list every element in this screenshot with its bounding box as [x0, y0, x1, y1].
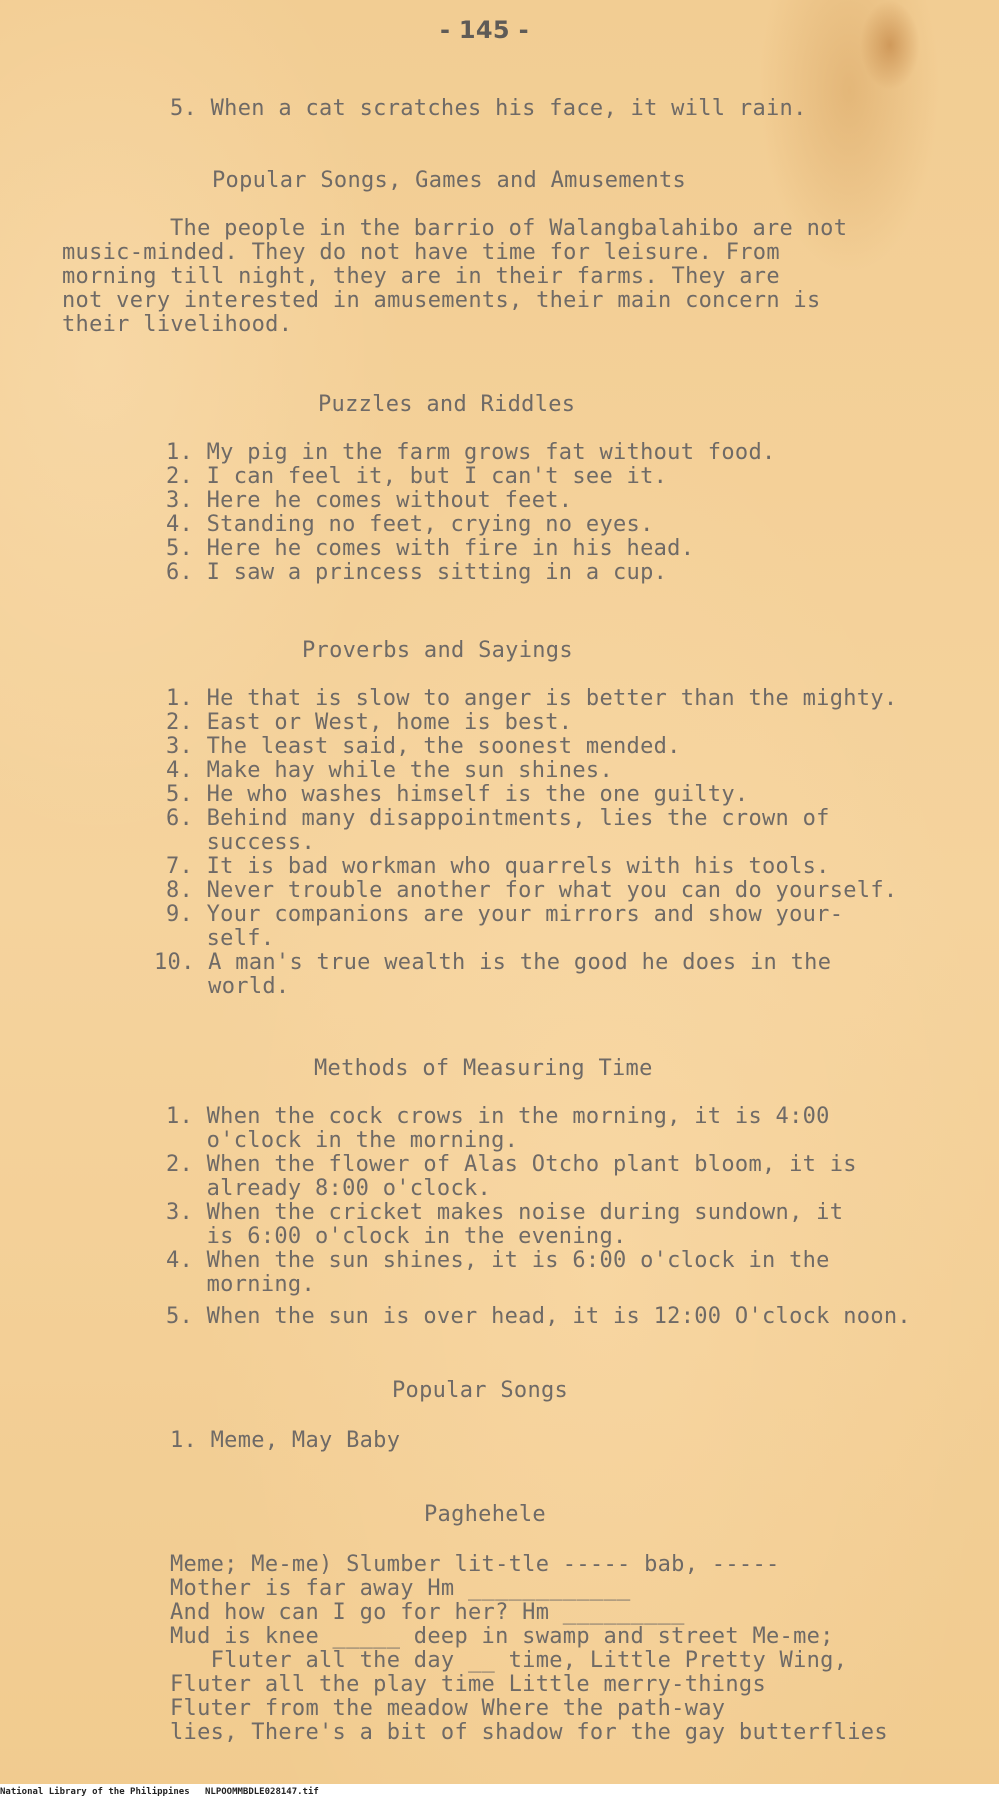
lyric-line: Mud is knee _____ deep in swamp and street Me-me;	[170, 1624, 834, 1649]
scan-footer	[0, 1784, 999, 1800]
list-item: 7. It is bad workman who quarrels with his tools.	[166, 854, 830, 879]
heading-popular-songs-games: Popular Songs, Games and Amusements	[212, 168, 687, 193]
list-item: 9. Your companions are your mirrors and show your-	[166, 902, 844, 927]
list-item: o'clock in the morning.	[166, 1128, 519, 1153]
lyric-line: Fluter all the day __ time, Little Pretty Wing,	[170, 1648, 848, 1673]
lyric-line: lies, There's a bit of shadow for the gay butterflies	[170, 1720, 888, 1745]
list-item: 6. I saw a princess sitting in a cup.	[166, 560, 668, 585]
list-item: 10. A man's true wealth is the good he does in the	[154, 950, 832, 975]
list-item: self.	[166, 926, 275, 951]
paragraph-line: not very interested in amusements, their main concern is	[62, 288, 821, 313]
list-item: 4. When the sun shines, it is 6:00 o'clock in the	[166, 1248, 830, 1273]
song-item: 1. Meme, May Baby	[170, 1428, 401, 1453]
list-item: world.	[154, 974, 290, 999]
heading-measuring-time: Methods of Measuring Time	[314, 1056, 653, 1081]
lyric-line: Mother is far away Hm ____________	[170, 1576, 631, 1601]
list-item: 5. Here he comes with fire in his head.	[166, 536, 695, 561]
lyric-line: Fluter all the play time Little merry-things	[170, 1672, 766, 1697]
lyric-line: Fluter from the meadow Where the path-way	[170, 1696, 726, 1721]
list-item: success.	[166, 830, 315, 855]
lyric-line: Meme; Me-me) Slumber lit-tle ----- bab, -----	[170, 1552, 780, 1577]
heading-proverbs-sayings: Proverbs and Sayings	[302, 638, 573, 663]
list-item: 1. He that is slow to anger is better than the mighty.	[166, 686, 898, 711]
superstition-line-5: 5. When a cat scratches his face, it will rain.	[170, 96, 807, 121]
list-item: 3. The least said, the soonest mended.	[166, 734, 681, 759]
heading-popular-songs: Popular Songs	[392, 1378, 569, 1403]
list-item: 5. When the sun is over head, it is 12:00 O'clock noon.	[166, 1304, 911, 1329]
list-item: is 6:00 o'clock in the evening.	[166, 1224, 627, 1249]
list-item: 3. Here he comes without feet.	[166, 488, 573, 513]
list-item: 2. When the flower of Alas Otcho plant bloom, it is	[166, 1152, 857, 1177]
heading-puzzles-riddles: Puzzles and Riddles	[318, 392, 576, 417]
list-item: 6. Behind many disappointments, lies the crown of	[166, 806, 830, 831]
list-item: 1. My pig in the farm grows fat without food.	[166, 440, 776, 465]
footer-library: National Library of the Philippines	[0, 1787, 190, 1797]
lyric-line: And how can I go for her? Hm _________	[170, 1600, 685, 1625]
list-item: 1. When the cock crows in the morning, it is 4:00	[166, 1104, 830, 1129]
list-item: 3. When the cricket makes noise during sundown, it	[166, 1200, 844, 1225]
list-item: morning.	[166, 1272, 315, 1297]
list-item: 2. East or West, home is best.	[166, 710, 573, 735]
list-item: 4. Standing no feet, crying no eyes.	[166, 512, 654, 537]
paragraph-line: morning till night, they are in their farms. They are	[62, 264, 780, 289]
paragraph-line: music-minded. They do not have time for leisure. From	[62, 240, 780, 265]
list-item: 5. He who washes himself is the one guilty.	[166, 782, 749, 807]
page-number: - 145 -	[440, 16, 529, 44]
heading-paghehele: Paghehele	[424, 1502, 546, 1527]
footer-file-id: NLPOOMMBDLE028147.tif	[205, 1787, 319, 1797]
list-item: 8. Never trouble another for what you can do yourself.	[166, 878, 898, 903]
list-item: 4. Make hay while the sun shines.	[166, 758, 613, 783]
paragraph-line: their livelihood.	[62, 312, 293, 337]
list-item: already 8:00 o'clock.	[166, 1176, 492, 1201]
paragraph-line: The people in the barrio of Walangbalahibo are not	[170, 216, 848, 241]
list-item: 2. I can feel it, but I can't see it.	[166, 464, 668, 489]
paper-stain	[860, 0, 920, 90]
